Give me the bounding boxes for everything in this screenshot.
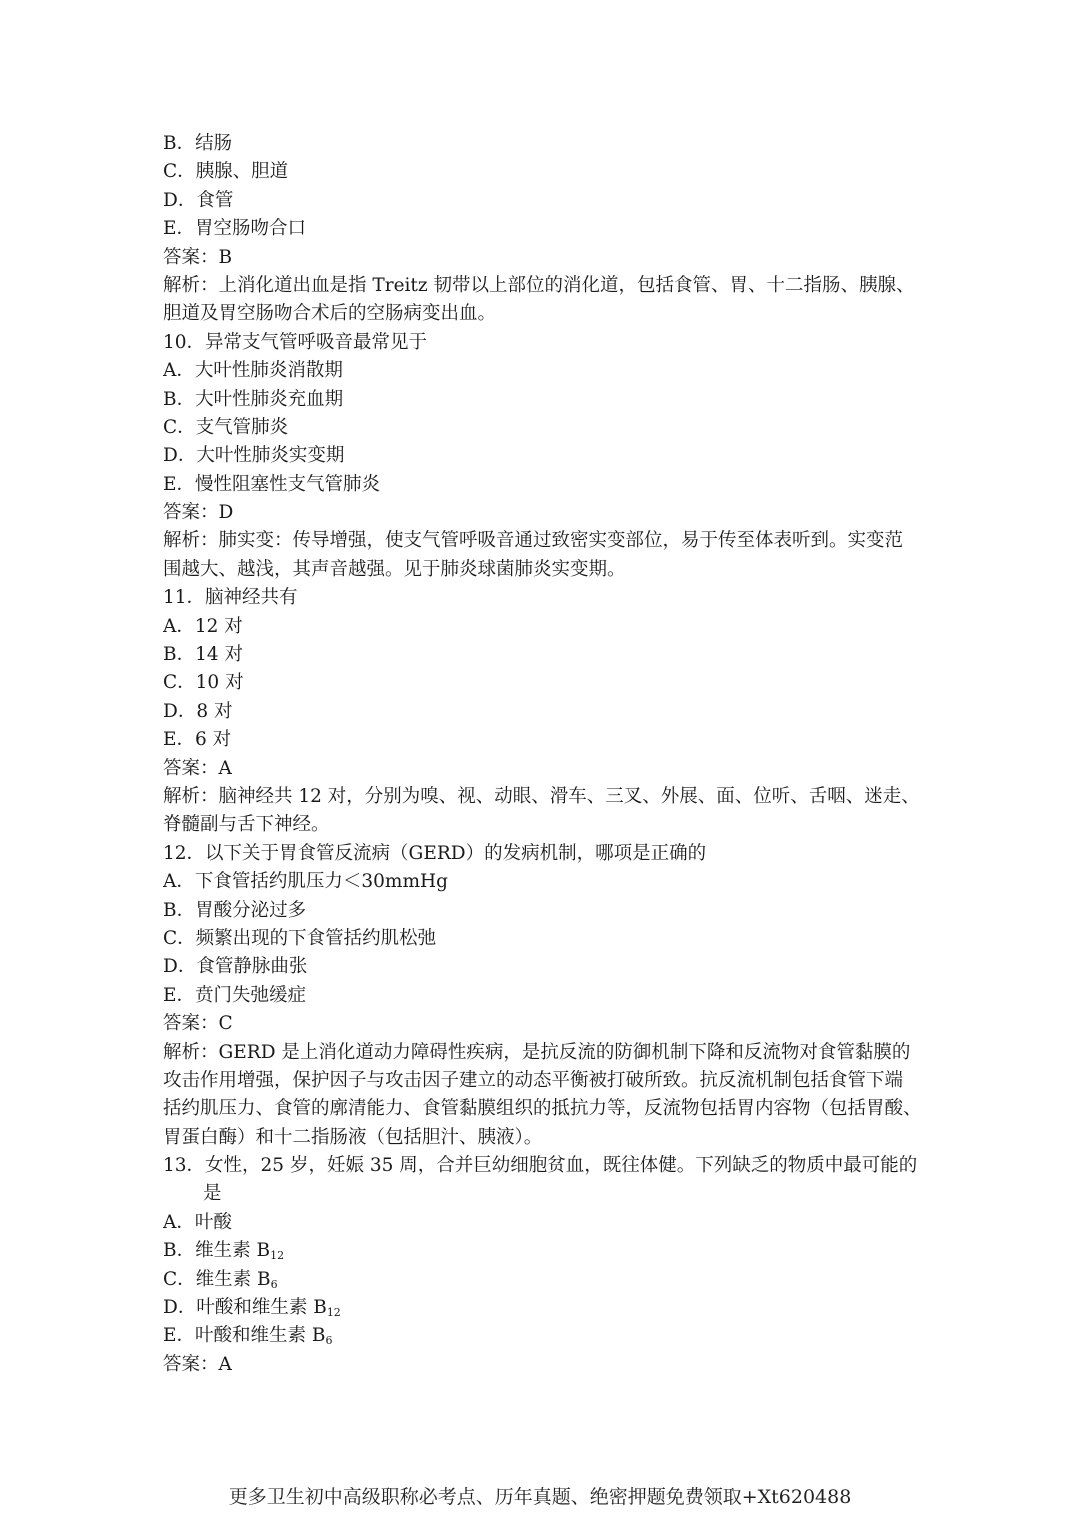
option-c: C．10 对 — [163, 672, 244, 694]
option-b: B．14 对 — [163, 644, 244, 666]
option-e — [163, 1322, 923, 1350]
analysis-line: 解析：脑神经共 12 对，分别为嗅、视、动眼、滑车、三叉、外展、面、位听、舌咽、迷走、 — [163, 785, 920, 807]
option-d: D．食管 — [163, 189, 234, 211]
option-c — [163, 1266, 923, 1294]
subscript: 6 — [270, 1277, 278, 1291]
analysis-line: 解析：上消化道出血是指 Treitz 韧带以上部位的消化道，包括食管、胃、十二指肠、胰腺、 — [163, 274, 915, 296]
subscript: 12 — [270, 1249, 285, 1263]
analysis-line: 胆道及胃空肠吻合术后的空肠病变出血。 — [163, 303, 497, 325]
option-a: A．12 对 — [163, 615, 243, 637]
document-body — [163, 130, 923, 1379]
option-b: B．胃酸分泌过多 — [163, 899, 307, 921]
answer: 答案：C — [163, 1013, 233, 1035]
answer: 答案：A — [163, 757, 232, 779]
option-c: C．胰腺、胆道 — [163, 161, 289, 183]
answer: 答案：A — [163, 1353, 232, 1375]
option-d: D．食管静脉曲张 — [163, 956, 308, 978]
analysis-line: 围越大、越浅，其声音越强。见于肺炎球菌肺炎实变期。 — [163, 558, 626, 580]
option-e: E．贲门失弛缓症 — [163, 984, 307, 1006]
analysis-line: 解析：肺实变：传导增强，使支气管呼吸音通过致密实变部位，易于传至体表听到。实变范 — [163, 530, 904, 552]
subscript: 12 — [326, 1306, 341, 1320]
option-e: E．6 对 — [163, 729, 232, 751]
option-text: E．叶酸和维生素 B — [163, 1325, 326, 1347]
question-stem: 12．以下关于胃食管反流病（GERD）的发病机制，哪项是正确的 — [163, 842, 707, 864]
option-d — [163, 1294, 923, 1322]
option-c: C．频繁出现的下食管括约肌松弛 — [163, 927, 437, 949]
option-b — [163, 1237, 923, 1265]
answer: 答案：B — [163, 246, 233, 268]
question-stem: 10．异常支气管呼吸音最常见于 — [163, 331, 428, 353]
option-b: B．结肠 — [163, 133, 233, 154]
subscript: 6 — [325, 1334, 333, 1348]
option-e: E．慢性阻塞性支气管肺炎 — [163, 473, 381, 495]
option-d: D．大叶性肺炎实变期 — [163, 445, 345, 467]
analysis-line: 解析：GERD 是上消化道动力障碍性疾病，是抗反流的防御机制下降和反流物对食管黏膜的 — [163, 1041, 911, 1063]
option-text: C．维生素 B — [163, 1268, 271, 1290]
promo-footer: 更多卫生初中高级职称必考点、历年真题、绝密押题免费领取+Xt620488 — [228, 1486, 852, 1508]
option-text: B．维生素 B — [163, 1240, 271, 1262]
question-stem: 13．女性，25 岁，妊娠 35 周，合并巨幼细胞贫血，既往体健。下列缺乏的物质中最可能的 — [163, 1155, 918, 1177]
analysis-line: 攻击作用增强，保护因子与攻击因子建立的动态平衡被打破所致。抗反流机制包括食管下端 — [163, 1069, 904, 1091]
option-a: A．下食管括约肌压力＜30mmHg — [163, 871, 448, 893]
option-a: A．大叶性肺炎消散期 — [163, 360, 343, 382]
option-d: D．8 对 — [163, 700, 233, 722]
analysis-line: 括约肌压力、食管的廓清能力、食管黏膜组织的抵抗力等，反流物包括胃内容物（包括胃酸、 — [163, 1098, 922, 1120]
question-stem-continued: 是 — [203, 1183, 222, 1205]
option-a: A．叶酸 — [163, 1211, 232, 1233]
option-c: C．支气管肺炎 — [163, 416, 289, 438]
answer: 答案：D — [163, 502, 234, 524]
option-text: D．叶酸和维生素 B — [163, 1297, 327, 1319]
option-e: E．胃空肠吻合口 — [163, 218, 307, 240]
question-stem: 11．脑神经共有 — [163, 587, 298, 609]
analysis-line: 胃蛋白酶）和十二指肠液（包括胆汁、胰液）。 — [163, 1126, 543, 1148]
option-b: B．大叶性肺炎充血期 — [163, 388, 344, 410]
analysis-line: 脊髓副与舌下神经。 — [163, 814, 330, 836]
